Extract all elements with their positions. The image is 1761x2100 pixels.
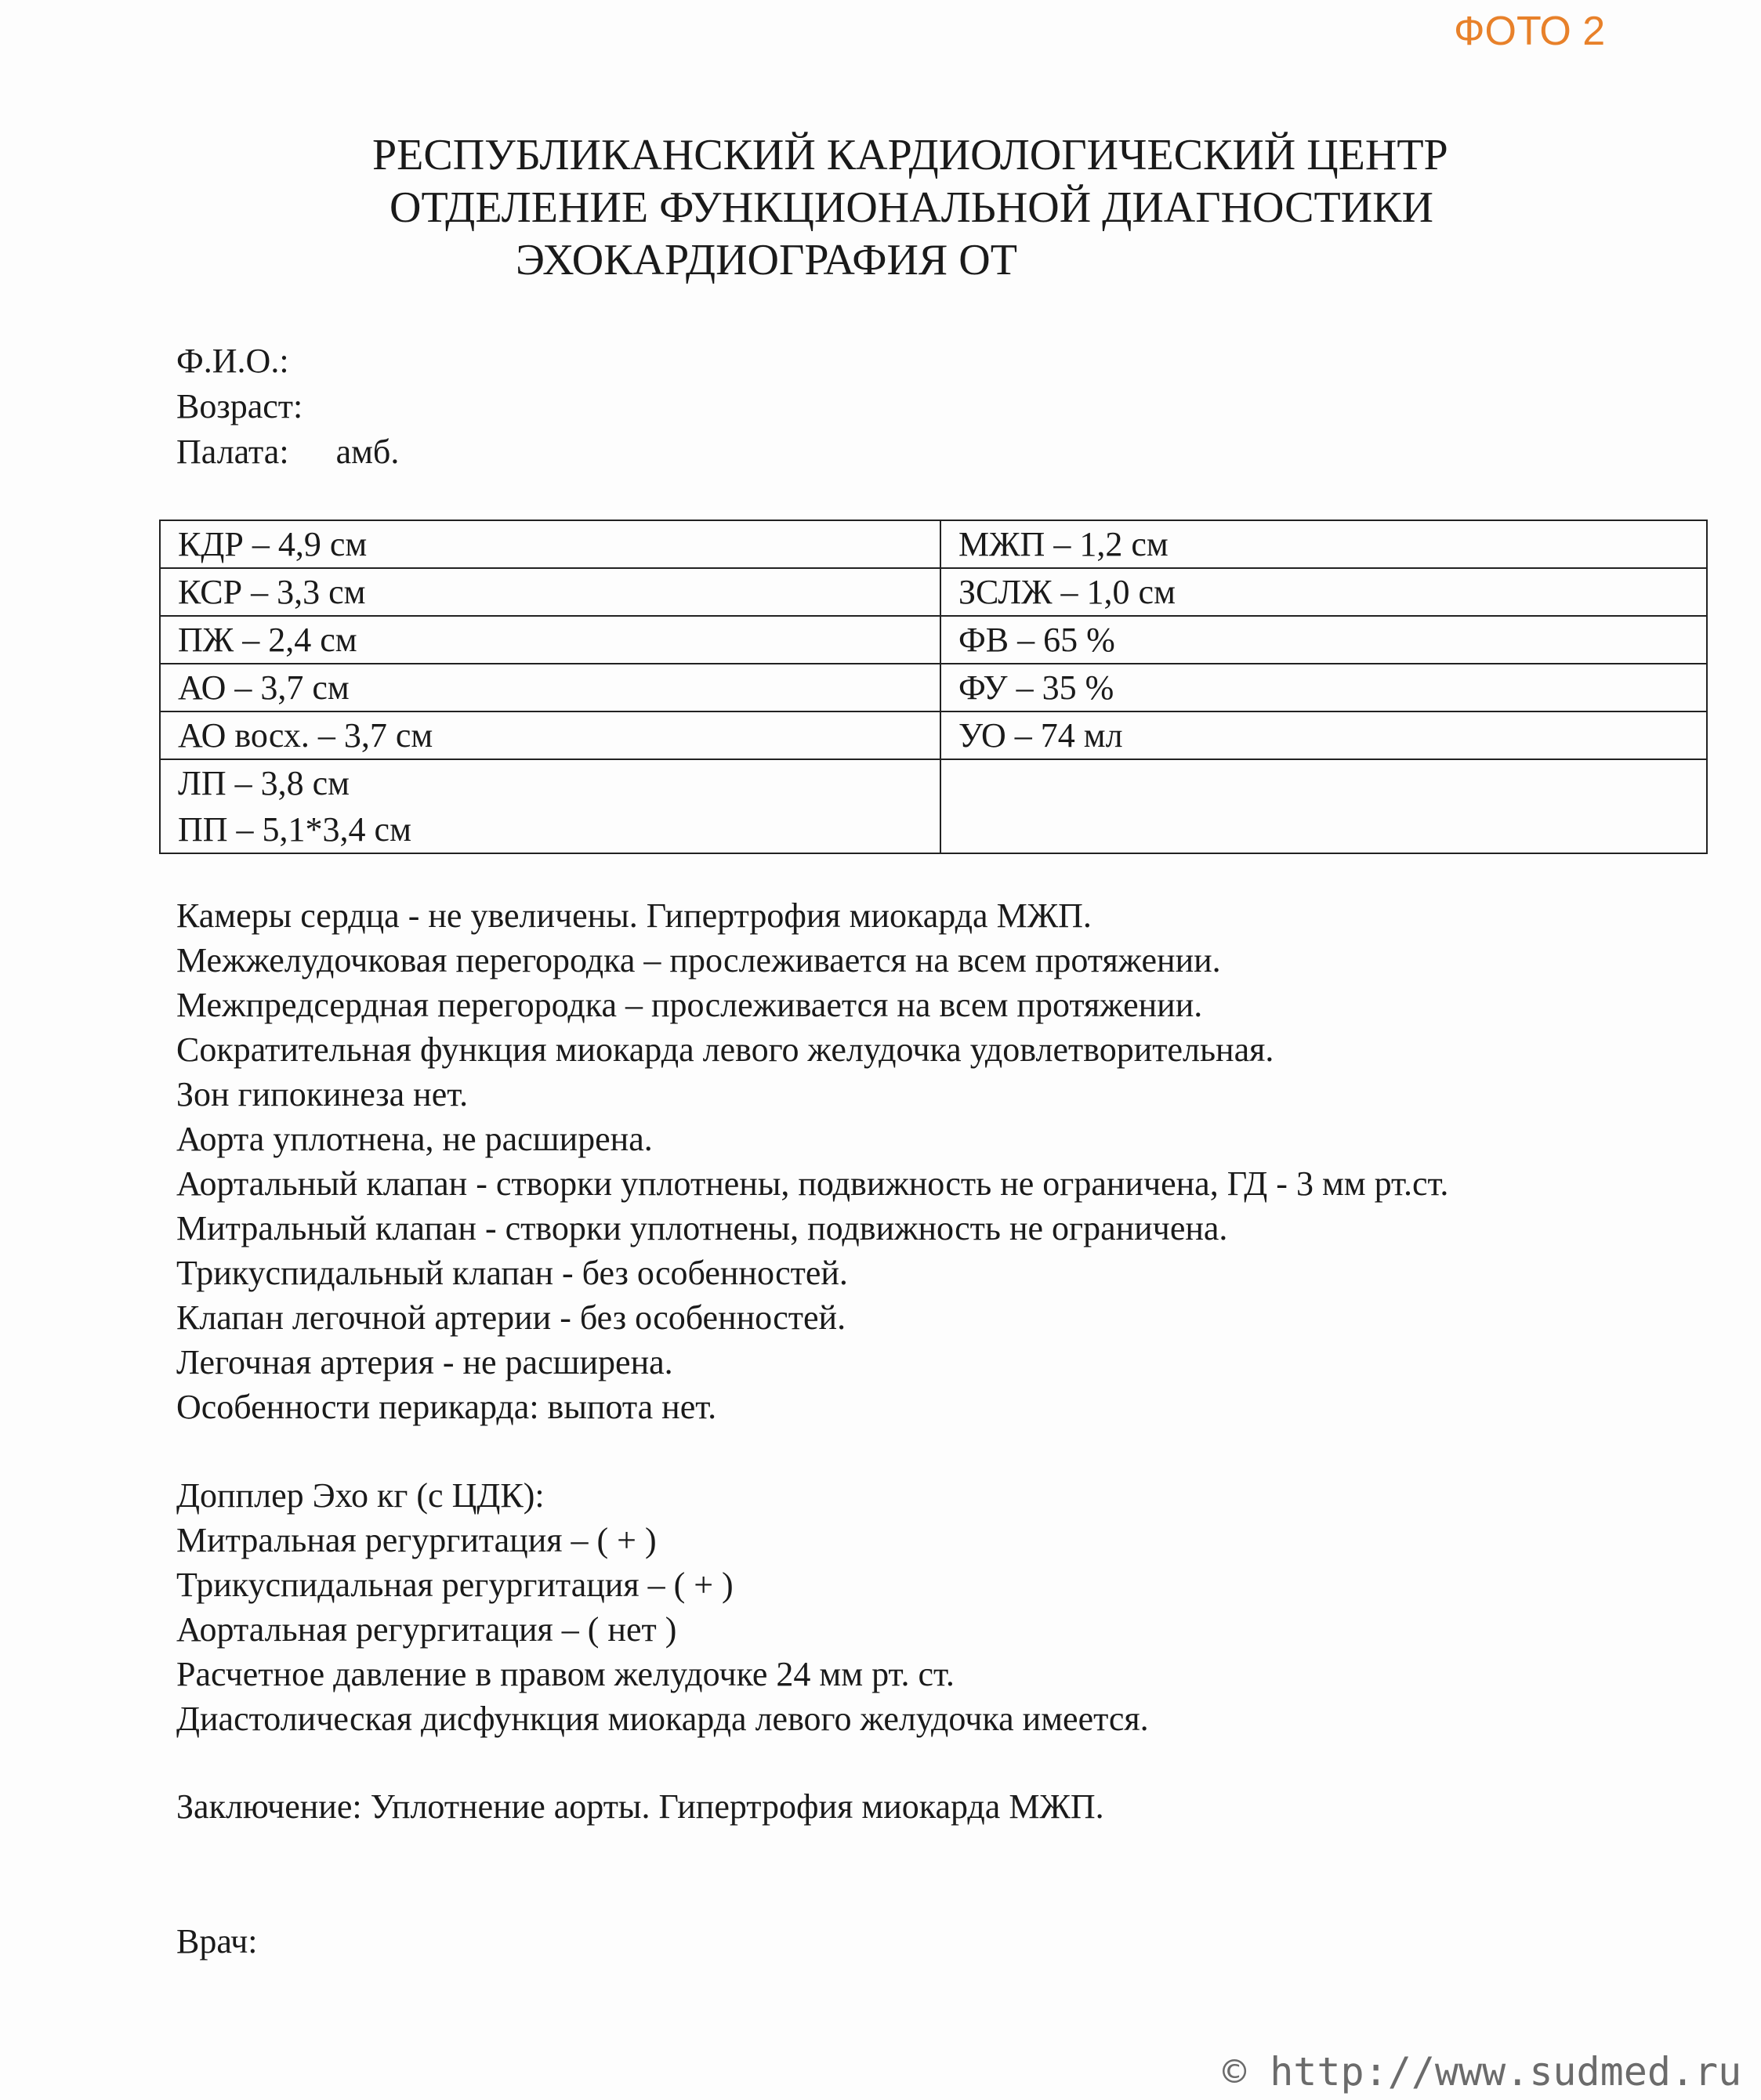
doppler-line: Митральная регургитация – ( + ): [176, 1521, 657, 1559]
measurement-cell-empty: [940, 759, 1707, 853]
measurement-cell: МЖП – 1,2 см: [940, 520, 1707, 568]
table-row: [160, 616, 1707, 664]
doppler-line: Расчетное давление в правом желудочке 24 мм рт. ст.: [176, 1655, 955, 1693]
conclusion: Заключение: Уплотнение аорты. Гипертрофия миокарда МЖП.: [176, 1787, 1104, 1826]
doppler-heading: Допплер Эхо кг (с ЦДК):: [176, 1476, 545, 1515]
finding-line: Камеры сердца - не увеличены. Гипертрофия миокарда МЖП.: [176, 896, 1092, 935]
finding-line: Клапан легочной артерии - без особенностей.: [176, 1298, 846, 1337]
table-row: [160, 664, 1707, 711]
measurement-cell: ЗСЛЖ – 1,0 см: [940, 568, 1707, 616]
doppler-line: Аортальная регургитация – ( нет ): [176, 1610, 677, 1649]
measurement-cell: ФУ – 35 %: [940, 664, 1707, 711]
measurements-table: [159, 520, 1708, 854]
finding-line: Трикуспидальный клапан - без особенностей.: [176, 1254, 848, 1292]
patient-ward-label: Палата:: [176, 433, 289, 471]
header-department: ОТДЕЛЕНИЕ ФУНКЦИОНАЛЬНОЙ ДИАГНОСТИКИ: [390, 183, 1433, 232]
measurement-cell: ФВ – 65 %: [940, 616, 1707, 664]
patient-ward-value: амб.: [335, 433, 400, 471]
finding-line: Сократительная функция миокарда левого желудочка удовлетворительная.: [176, 1030, 1274, 1069]
patient-age-row: [176, 384, 399, 429]
patient-ward-row: [176, 429, 399, 475]
table-row: [160, 568, 1707, 616]
finding-line: Особенности перикарда: выпота нет.: [176, 1388, 717, 1426]
patient-age-label: Возраст:: [176, 387, 303, 425]
doppler-section: [176, 1473, 1149, 1741]
finding-line: Митральный клапан - створки уплотнены, подвижность не ограничена.: [176, 1209, 1228, 1247]
photo-tag: ФОТО 2: [1454, 9, 1606, 54]
finding-line: Аорта уплотнена, не расширена.: [176, 1120, 653, 1158]
doctor-signature-label: Врач:: [176, 1922, 258, 1961]
table-row: [160, 759, 1707, 853]
patient-info: [176, 339, 399, 475]
header-exam-title: ЭХОКАРДИОГРАФИЯ ОТ: [516, 236, 1017, 284]
measurement-line: ЛП – 3,8 см: [178, 764, 350, 802]
table-row: [160, 711, 1707, 759]
doppler-line: Диастолическая дисфункция миокарда левого желудочка имеется.: [176, 1700, 1149, 1738]
measurement-line: ПП – 5,1*3,4 см: [178, 810, 411, 849]
table-row: [160, 520, 1707, 568]
findings-section: [176, 893, 1448, 1429]
finding-line: Межжелудочковая перегородка – прослеживается на всем протяжении.: [176, 941, 1221, 979]
measurement-cell: АО восх. – 3,7 см: [160, 711, 940, 759]
finding-line: Межпредсердная перегородка – прослеживается на всем протяжении.: [176, 986, 1203, 1024]
header-institution: РЕСПУБЛИКАНСКИЙ КАРДИОЛОГИЧЕСКИЙ ЦЕНТР: [372, 131, 1448, 179]
doppler-line: Трикуспидальная регургитация – ( + ): [176, 1566, 734, 1604]
finding-line: Легочная артерия - не расширена.: [176, 1343, 673, 1381]
measurement-cell: УО – 74 мл: [940, 711, 1707, 759]
patient-name-label: Ф.И.О.:: [176, 342, 289, 380]
finding-line: Аортальный клапан - створки уплотнены, подвижность не ограничена, ГД - 3 мм рт.ст.: [176, 1164, 1449, 1203]
measurement-cell: ПЖ – 2,4 см: [160, 616, 940, 664]
measurement-cell: КСР – 3,3 см: [160, 568, 940, 616]
measurement-cell: АО – 3,7 см: [160, 664, 940, 711]
patient-name-row: [176, 339, 399, 384]
finding-line: Зон гипокинеза нет.: [176, 1075, 469, 1113]
measurement-cell: КДР – 4,9 см: [160, 520, 940, 568]
source-watermark: © http://www.sudmed.ru: [1223, 2049, 1742, 2095]
measurement-cell-atria: [160, 759, 940, 853]
